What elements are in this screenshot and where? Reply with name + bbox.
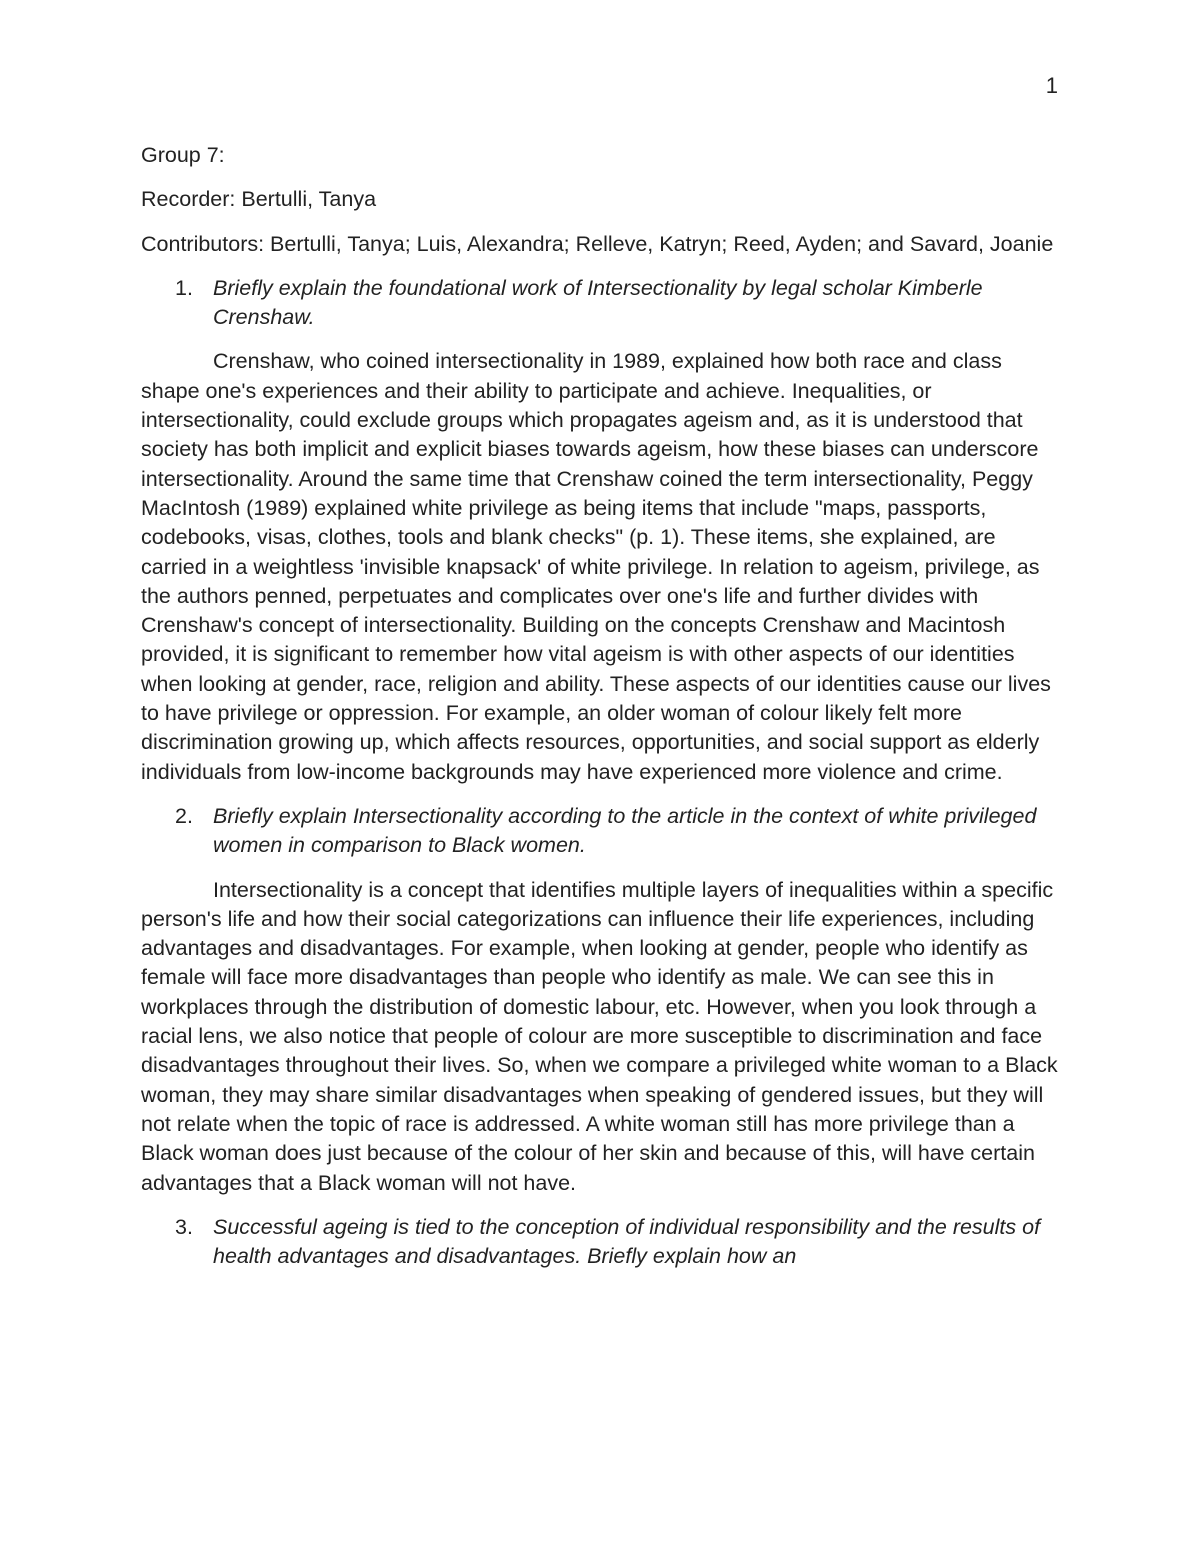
question-3 [141,1213,1061,1272]
question-2 [141,802,1061,861]
question-text: Briefly explain Intersectionality according to the article in the context of white privileged women in comparison to Black women. [213,803,1037,858]
question-number: 1. [175,275,193,300]
group-label: Group 7: [141,143,225,167]
question-text: Briefly explain the foundational work of Intersectionality by legal scholar Kimberle Crenshaw. [213,275,983,330]
question-number: 3. [175,1214,193,1239]
document-body [141,141,1061,1286]
recorder-line: Recorder: Bertulli, Tanya [141,187,377,212]
question-1 [141,274,1061,333]
question-text: Successful ageing is tied to the conception of individual responsibility and the results of health advantages and disadvantages. Briefly explain how an [213,1214,1041,1269]
answer-1: Crenshaw, who coined intersectionality in 1989, explained how both race and class shape one's experiences and their ability to participate and achieve. Inequalities, or intersectionality, could exclude groups which propagates ageism and, as it is understood that society has both implicit and explicit biases towards ageism, how these biases can underscore intersectionality. Around the same time that Crenshaw coined the term intersectionality, Peggy MacIntosh (1989) explained white privilege as being items that include "maps, passports, codebooks, visas, clothes, tools and blank checks" (p. 1). These items, she explained, are carried in a weightless 'invisible knapsack' of white privilege. In relation to ageism, privilege, as the authors penned, perpetuates and complicates over one's life and further divides with Crenshaw's concept of intersectionality. Building on the concepts Crenshaw and Macintosh provided, it is significant to remember how vital ageism is with other aspects of our identities when looking at gender, race, religion and ability. These aspects of our identities cause our lives to have privilege or oppression. For example, an older woman of colour likely felt more discrimination growing up, which affects resources, opportunities, and social support as elderly individuals from low-income backgrounds may have experienced more violence and crime. [141,349,1051,784]
answer-2: Intersectionality is a concept that identifies multiple layers of inequalities within a specific person's life and how their social categorizations can influence their life experiences, including advantages and disadvantages. For example, when looking at gender, people who identify as female will face more disadvantages than people who identify as male. We can see this in workplaces through the distribution of domestic labour, etc. However, when you look through a racial lens, we also notice that people of colour are more susceptible to discrimination and face disadvantages throughout their lives. So, when we compare a privileged white woman to a Black woman, they may share similar disadvantages when speaking of gendered issues, but they will not relate when the topic of race is addressed. A white woman still has more privilege than a Black woman does just because of the colour of her skin and because of this, will have certain advantages that a Black woman will not have. [141,877,1058,1195]
question-number: 2. [175,803,193,828]
contributors-line: Contributors: Bertulli, Tanya; Luis, Alexandra; Relleve, Katryn; Reed, Ayden; and Savard, Joanie [141,231,1054,256]
page-number: 1 [1045,73,1058,98]
